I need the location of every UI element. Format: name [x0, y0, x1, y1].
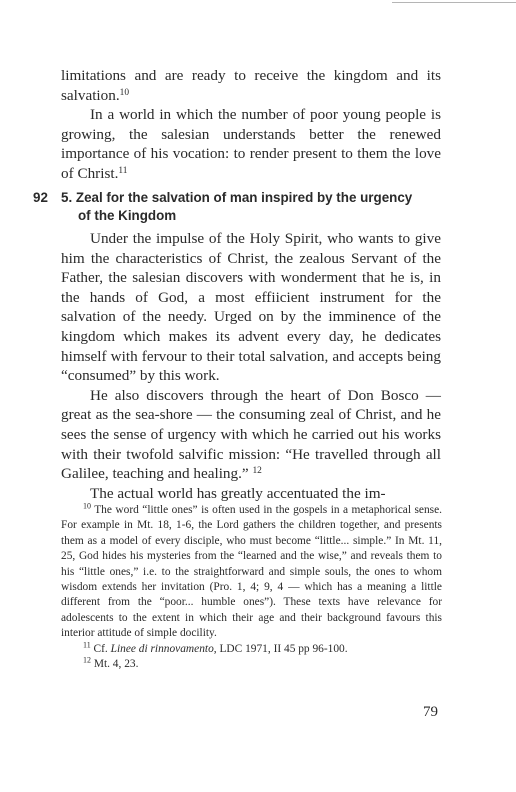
- top-edge-rule: [392, 2, 516, 3]
- main-text-block: [61, 229, 441, 503]
- footnote-ref: 11: [118, 165, 128, 176]
- section-heading-line: of the Kingdom: [78, 208, 177, 223]
- footnote-text: Mt. 4, 23.: [90, 658, 139, 671]
- footnote-ref: 12: [252, 465, 262, 476]
- footnote: [61, 642, 442, 657]
- footnote: [61, 503, 442, 642]
- paragraph: [61, 484, 441, 504]
- paragraph-text: limitations and are ready to receive the kingdom and its salvation.: [61, 67, 441, 104]
- paragraph: [61, 386, 441, 484]
- footnote: [61, 657, 442, 672]
- section-number: 92: [33, 190, 48, 205]
- paragraph-text: He also discovers through the heart of Don Bosco — great as the sea-shore — the consuming zeal of Christ, and he sees the sense of urgency with which he carried out his works with their twofold salvific mission: “He travelled through all Galilee, teaching and healing.”: [61, 386, 441, 483]
- footnote-mark: 12: [83, 655, 91, 665]
- paragraph: [61, 229, 441, 386]
- footnote-mark: 11: [83, 640, 91, 650]
- footnote-text: , LDC 1971, II 45 pp 96-100.: [213, 642, 348, 655]
- paragraph-text: Under the impulse of the Holy Spirit, who wants to give him the characteristics of Christ, the zealous Servant of the Father, the salesian discovers with wonderment that he is, in the hands of God, a most effiicient instrument for the salvation of the needy. Urged on by the imminence of the kingdom which makes its advent every day, he dedicates himself with fervour to their total salvation, and accepts being “consumed” by this work.: [61, 230, 441, 385]
- footnote-text: Cf.: [90, 642, 111, 655]
- section-heading: [61, 189, 451, 225]
- top-text-block: [61, 66, 441, 184]
- footnote-text: The word “little ones” is often used in the gospels in a metaphorical sense. For example in Mt. 18, 1-6, the Lord gathers the children together, and presents them as a model of every disciple, who must become “little... simple.” In Mt. 11, 25, God hides his mysteries from the “learned and the wise,” and reveals them to his “little ones,” i.e. to the straightforward and simple souls, the ones to whom wisdom extends her invitation (Pro. 1, 4; 9, 4 — which has a meaning a little different from the “poor... humble ones”). These texts have relevance for adolescents to the extent in which their age and their background favours this interior attitude of simple docility.: [61, 504, 442, 640]
- page-number: 79: [423, 704, 438, 720]
- paragraph-text: In a world in which the number of poor young people is growing, the salesian understands better the renewed importance of his vocation: to render present to them the love of Christ.: [61, 106, 441, 182]
- paragraph: [61, 66, 441, 105]
- footnote-title: Linee di rinnovamento: [110, 642, 214, 655]
- paragraph: [61, 105, 441, 183]
- footnote-ref: 10: [119, 87, 130, 98]
- footnotes: [61, 503, 442, 672]
- section-heading-line: 5. Zeal for the salvation of man inspired by the urgency: [61, 190, 413, 205]
- paragraph-text: The actual world has greatly accentuated the im-: [90, 484, 386, 502]
- footnote-mark: 10: [83, 501, 91, 511]
